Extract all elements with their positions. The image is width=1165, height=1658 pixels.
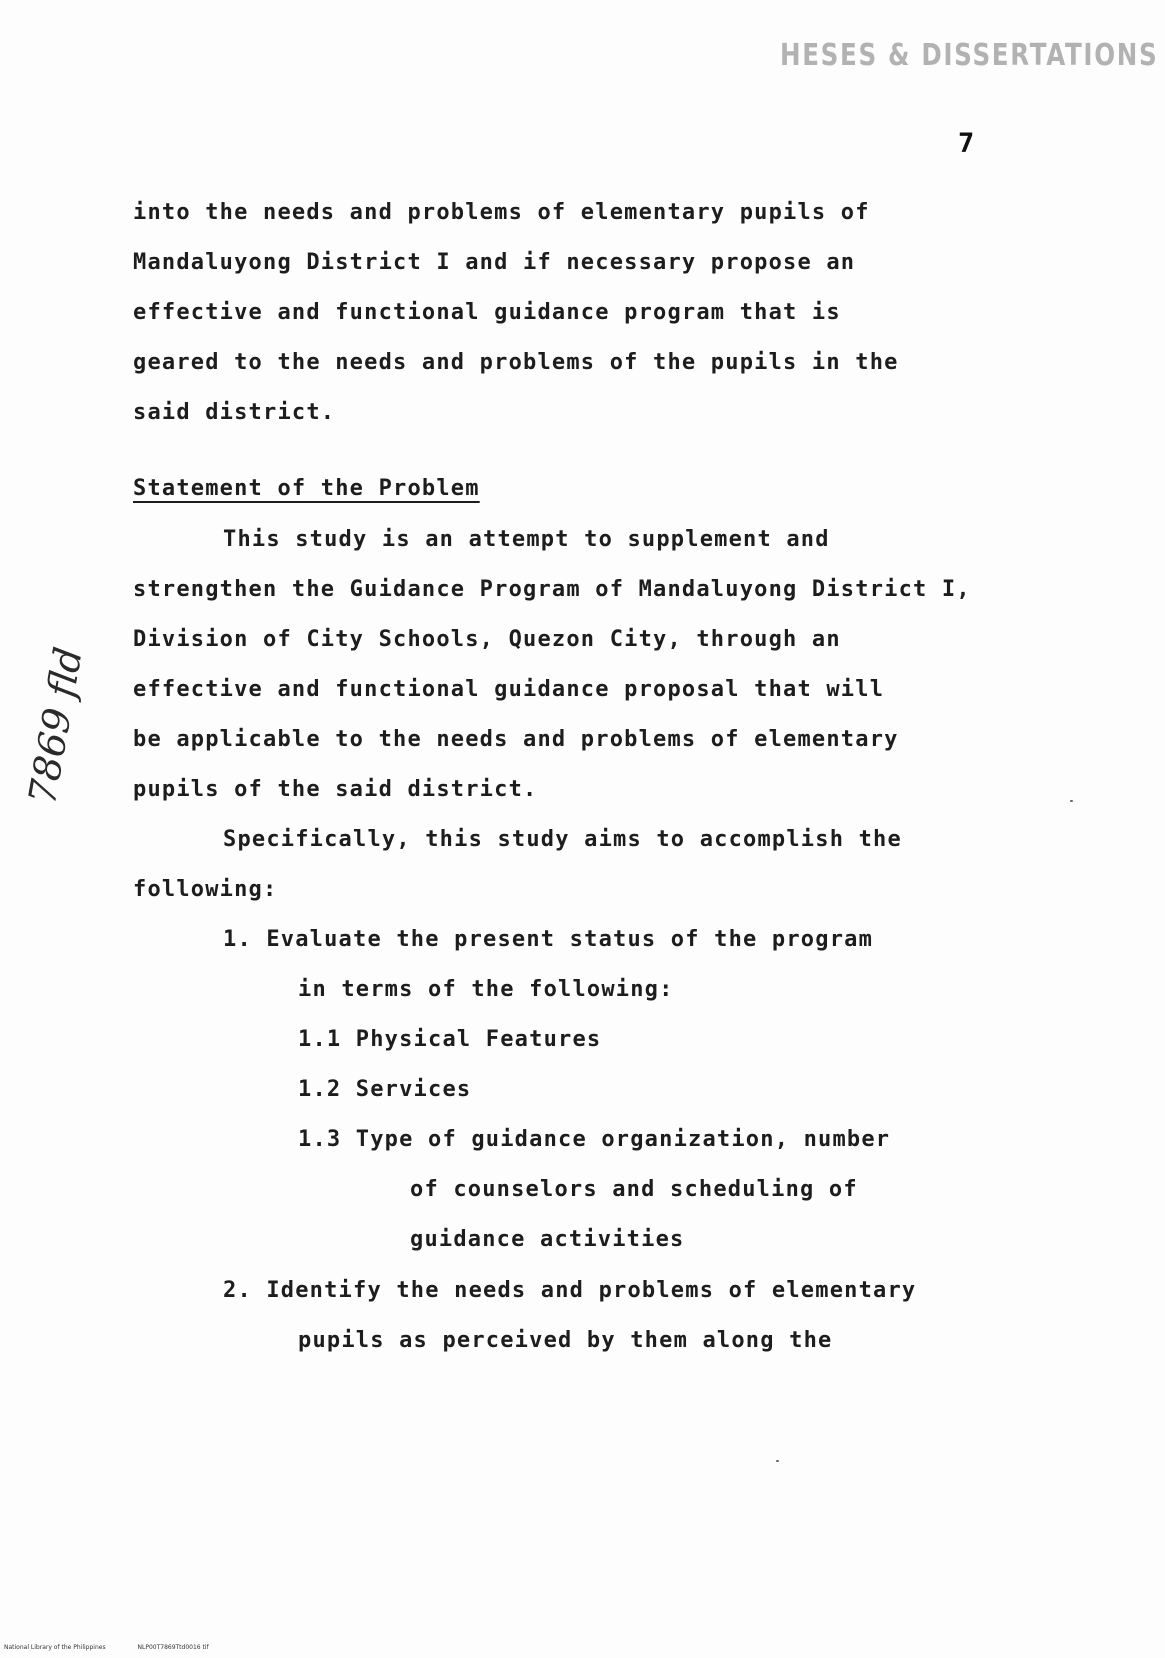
sub-item-1-2: 1.2 Services <box>298 1077 472 1102</box>
list-item-1-line-2: in terms of the following: <box>298 977 674 1002</box>
paragraph1-line-5: be applicable to the needs and problems of elementary <box>133 727 899 752</box>
intro-line-2: Mandaluyong District I and if necessary propose an <box>133 250 856 275</box>
list-item-1-line-1: 1. Evaluate the present status of the program <box>223 927 874 952</box>
paragraph2-line-1: Specifically, this study aims to accomplish the <box>223 827 902 852</box>
archive-stamp: HESES & DISSERTATIONS <box>780 38 1159 73</box>
page-number: 7 <box>958 128 975 159</box>
scan-speck <box>1070 800 1073 802</box>
paragraph1-line-1: This study is an attempt to supplement and <box>223 527 830 552</box>
scan-speck <box>776 1460 779 1462</box>
paragraph1-line-3: Division of City Schools, Quezon City, through an <box>133 627 841 652</box>
footer-file-id: NLP00T7869Ttd0016 tif <box>137 1644 209 1651</box>
paragraph1-line-2: strengthen the Guidance Program of Mandaluyong District I, <box>133 577 971 602</box>
intro-line-3: effective and functional guidance program that is <box>133 300 841 325</box>
scan-footer <box>4 1644 239 1651</box>
footer-library: National Library of the Philippines <box>4 1644 106 1651</box>
sub-item-1-1: 1.1 Physical Features <box>298 1027 602 1052</box>
paragraph1-line-6: pupils of the said district. <box>133 777 538 802</box>
list-item-2-line-2: pupils as perceived by them along the <box>298 1328 833 1353</box>
sub-item-1-3-cont-2: guidance activities <box>410 1227 685 1252</box>
sub-item-1-3-cont-1: of counselors and scheduling of <box>410 1177 858 1202</box>
sub-item-1-3: 1.3 Type of guidance organization, number <box>298 1127 891 1152</box>
paragraph2-line-2: following: <box>133 877 278 902</box>
paragraph1-line-4: effective and functional guidance proposal that will <box>133 677 885 702</box>
intro-line-1: into the needs and problems of elementary pupils of <box>133 200 870 225</box>
section-heading: Statement of the Problem <box>133 476 480 501</box>
handwritten-margin-note: 7869 fld <box>20 643 91 808</box>
intro-line-4: geared to the needs and problems of the pupils in the <box>133 350 899 375</box>
list-item-2-line-1: 2. Identify the needs and problems of elementary <box>223 1278 917 1303</box>
intro-line-5: said district. <box>133 400 336 425</box>
